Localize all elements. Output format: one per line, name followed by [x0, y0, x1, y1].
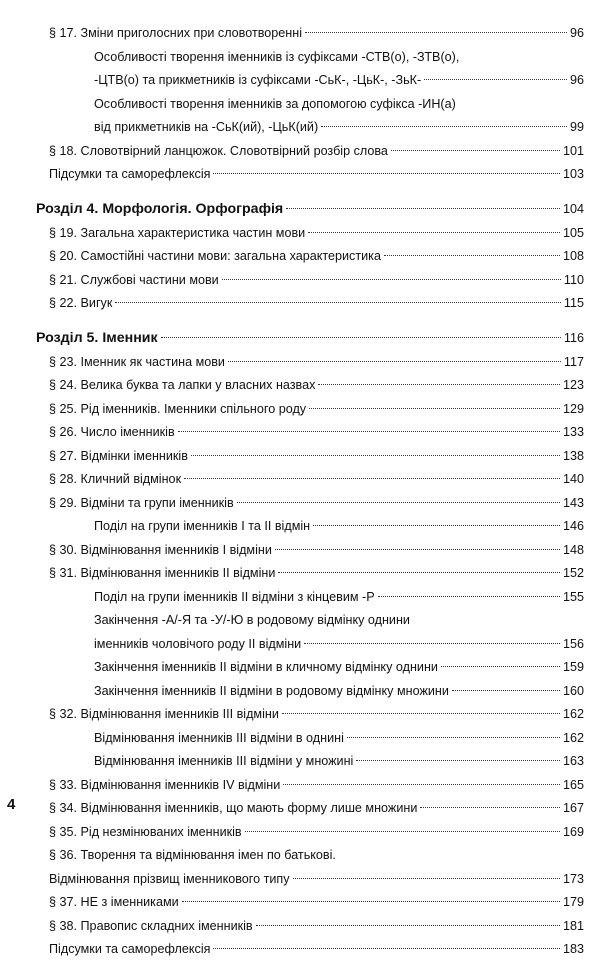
dot-leader: [441, 666, 560, 667]
toc-entry-title: від прикметників на -СьК(ий), -ЦьК(ий): [94, 120, 319, 134]
toc-page-number: 155: [562, 589, 584, 604]
toc-page-number: 165: [562, 777, 584, 792]
toc-entry-title: § 26. Число іменників: [49, 425, 175, 439]
dot-leader: [420, 807, 560, 808]
toc-page-number: 146: [562, 519, 584, 533]
toc-entry: [0, 868, 600, 892]
toc-entry-title: Закінчення іменників ІІ відміни в кличному відмінку однини: [94, 660, 438, 674]
toc-page-number: 179: [562, 895, 584, 909]
toc-entry: [0, 351, 600, 375]
toc-entry: [0, 245, 600, 269]
page-number: 4: [7, 796, 16, 813]
toc-page-number: 116: [563, 330, 584, 345]
toc-page-number: 162: [562, 730, 584, 745]
toc-entry-title: § 32. Відмінювання іменників ІІІ відміни: [49, 707, 279, 721]
toc-entry: [0, 938, 600, 962]
toc-entry-title: § 18. Словотвірний ланцюжок. Словотвірний розбір слова: [49, 143, 388, 158]
dot-leader: [309, 408, 560, 409]
toc-entry: [0, 374, 600, 398]
toc-page-number: 138: [562, 448, 584, 463]
toc-page-number: 96: [569, 73, 584, 87]
toc-entry-title: Особливості творення іменників із суфіксами -СТВ(о), -ЗТВ(о),: [94, 49, 460, 64]
toc-page-number: 103: [562, 167, 584, 181]
toc-entry-title: § 21. Службові частини мови: [49, 272, 219, 287]
toc-page-number: 117: [563, 354, 584, 369]
toc-entry: [0, 421, 600, 445]
dot-leader: [182, 901, 560, 902]
toc-entry-title: Підсумки та саморефлексія: [49, 942, 211, 956]
toc-page-number: 173: [562, 871, 584, 886]
dot-leader: [278, 572, 560, 573]
dot-leader: [161, 337, 561, 338]
toc-entry: [0, 69, 600, 93]
dot-leader: [213, 173, 560, 174]
dot-leader: [184, 478, 560, 479]
table-of-contents: [0, 22, 600, 962]
toc-entry-title: § 19. Загальна характеристика частин мови: [49, 225, 306, 240]
toc-page-number: 162: [562, 707, 584, 721]
toc-entry-title: § 27. Відмінки іменників: [49, 448, 188, 463]
toc-page-number: 99: [569, 120, 584, 134]
dot-leader: [293, 878, 560, 879]
dot-leader: [384, 255, 560, 256]
toc-entry: [0, 844, 600, 868]
toc-entry: [0, 891, 600, 915]
toc-entry: [0, 797, 600, 821]
toc-entry: [0, 680, 600, 704]
dot-leader: [347, 737, 560, 738]
dot-leader: [378, 596, 560, 597]
toc-entry-title: Особливості творення іменників за допомогою суфікса -ИН(а): [94, 96, 456, 111]
toc-chapter: [0, 326, 600, 351]
toc-page-number: 183: [562, 942, 584, 956]
dot-leader: [178, 431, 560, 432]
dot-leader: [313, 525, 560, 526]
toc-entry: [0, 468, 600, 492]
toc-page-number: 105: [562, 225, 584, 240]
toc-entry: [0, 656, 600, 680]
toc-entry-title: § 38. Правопис складних іменників: [49, 918, 253, 933]
toc-page-number: 163: [562, 754, 584, 768]
toc-entry-title: § 17. Зміни приголосних при словотворенні: [49, 26, 302, 40]
dot-leader: [213, 948, 560, 949]
toc-entry-title: § 22. Вигук: [49, 296, 113, 310]
toc-page-number: 167: [562, 801, 584, 815]
toc-page-number: 143: [562, 495, 584, 510]
dot-leader: [356, 760, 560, 761]
toc-entry: [0, 633, 600, 657]
section-gap: [0, 187, 600, 197]
dot-leader: [237, 502, 560, 503]
toc-entry-title: § 25. Рід іменників. Іменники спільного роду: [49, 401, 307, 416]
toc-entry-title: § 30. Відмінювання іменників І відміни: [49, 542, 272, 557]
toc-entry-title: Підсумки та саморефлексія: [49, 167, 211, 181]
toc-entry-title: Закінчення -А/-Я та -У/-Ю в родовому відмінку однини: [94, 613, 410, 627]
toc-entry: [0, 46, 600, 70]
toc-page-number: 123: [562, 378, 584, 392]
dot-leader: [304, 643, 560, 644]
toc-page-number: 96: [569, 26, 584, 40]
toc-entry: [0, 915, 600, 939]
toc-page-number: 181: [562, 918, 584, 933]
toc-entry-title: § 31. Відмінювання іменників ІІ відміни: [49, 566, 276, 580]
section-gap: [0, 316, 600, 326]
toc-entry-title: Поділ на групи іменників ІІ відміни з кінцевим -Р: [94, 589, 375, 604]
toc-entry: [0, 515, 600, 539]
toc-page-number: 104: [562, 201, 584, 216]
toc-page-number: 148: [562, 542, 584, 557]
toc-entry: [0, 562, 600, 586]
toc-entry-title: § 34. Відмінювання іменників, що мають форму лише множини: [49, 801, 418, 815]
toc-entry-title: § 20. Самостійні частини мови: загальна характеристика: [49, 249, 381, 263]
dot-leader: [305, 32, 567, 33]
toc-entry-title: Поділ на групи іменників І та ІІ відмін: [94, 519, 311, 533]
dot-leader: [452, 690, 560, 691]
dot-leader: [308, 232, 560, 233]
toc-entry: [0, 821, 600, 845]
toc-entry: [0, 116, 600, 140]
toc-page-number: 159: [562, 660, 584, 674]
toc-entry: [0, 445, 600, 469]
toc-entry-title: § 28. Кличний відмінок: [49, 472, 182, 486]
toc-entry-title: Закінчення іменників ІІ відміни в родовому відмінку множини: [94, 683, 449, 698]
toc-entry-title: Відмінювання іменників ІІІ відміни у множині: [94, 754, 354, 768]
toc-entry: [0, 93, 600, 117]
dot-leader: [222, 279, 561, 280]
toc-page-number: 169: [562, 824, 584, 839]
toc-entry: [0, 539, 600, 563]
toc-entry: [0, 140, 600, 164]
toc-page-number: 108: [562, 249, 584, 263]
toc-entry: [0, 22, 600, 46]
toc-page-number: 110: [563, 272, 584, 287]
toc-page-number: 129: [562, 401, 584, 416]
toc-entry: [0, 727, 600, 751]
toc-page-number: 101: [562, 143, 584, 158]
toc-entry-title: § 33. Відмінювання іменників IV відміни: [49, 777, 281, 792]
dot-leader: [424, 79, 567, 80]
dot-leader: [115, 302, 561, 303]
toc-entry: [0, 750, 600, 774]
dot-leader: [228, 361, 561, 362]
dot-leader: [318, 384, 560, 385]
dot-leader: [282, 713, 560, 714]
toc-entry-title: § 29. Відміни та групи іменників: [49, 495, 234, 510]
toc-entry: [0, 398, 600, 422]
toc-page-number: 133: [562, 425, 584, 439]
toc-entry-title: Відмінювання прізвищ іменникового типу: [49, 871, 290, 886]
toc-entry-title: § 24. Велика буква та лапки у власних назвах: [49, 378, 316, 392]
toc-page-number: 160: [562, 683, 584, 698]
toc-entry: [0, 222, 600, 246]
toc-page-number: 140: [562, 472, 584, 486]
toc-entry-title: § 36. Творення та відмінювання імен по батькові.: [49, 848, 336, 862]
toc-entry-title: § 35. Рід незмінюваних іменників: [49, 824, 242, 839]
toc-entry: [0, 163, 600, 187]
toc-entry: [0, 292, 600, 316]
dot-leader: [275, 549, 560, 550]
dot-leader: [283, 784, 560, 785]
toc-entry-title: Розділ 4. Морфологія. Орфографія: [36, 200, 284, 217]
toc-entry-title: § 23. Іменник як частина мови: [49, 354, 225, 369]
toc-entry: [0, 703, 600, 727]
toc-entry: [0, 492, 600, 516]
toc-entry-title: іменників чоловічого роду ІІ відміни: [94, 636, 302, 651]
toc-chapter: [0, 197, 600, 222]
toc-page-number: 156: [562, 636, 584, 651]
toc-entry-title: Розділ 5. Іменник: [36, 329, 158, 346]
toc-entry-title: -ЦТВ(о) та прикметників із суфіксами -СьК-, -ЦьК-, -ЗьК-: [94, 73, 422, 87]
toc-page-number: 152: [562, 566, 584, 580]
dot-leader: [286, 208, 560, 209]
toc-entry-title: § 37. НЕ з іменниками: [49, 895, 179, 909]
dot-leader: [391, 150, 560, 151]
dot-leader: [321, 126, 567, 127]
toc-entry-title: Відмінювання іменників ІІІ відміни в однині: [94, 730, 344, 745]
dot-leader: [191, 455, 560, 456]
dot-leader: [256, 925, 560, 926]
toc-page-number: 115: [563, 296, 584, 310]
toc-entry: [0, 609, 600, 633]
toc-entry: [0, 269, 600, 293]
toc-entry: [0, 774, 600, 798]
toc-entry: [0, 586, 600, 610]
